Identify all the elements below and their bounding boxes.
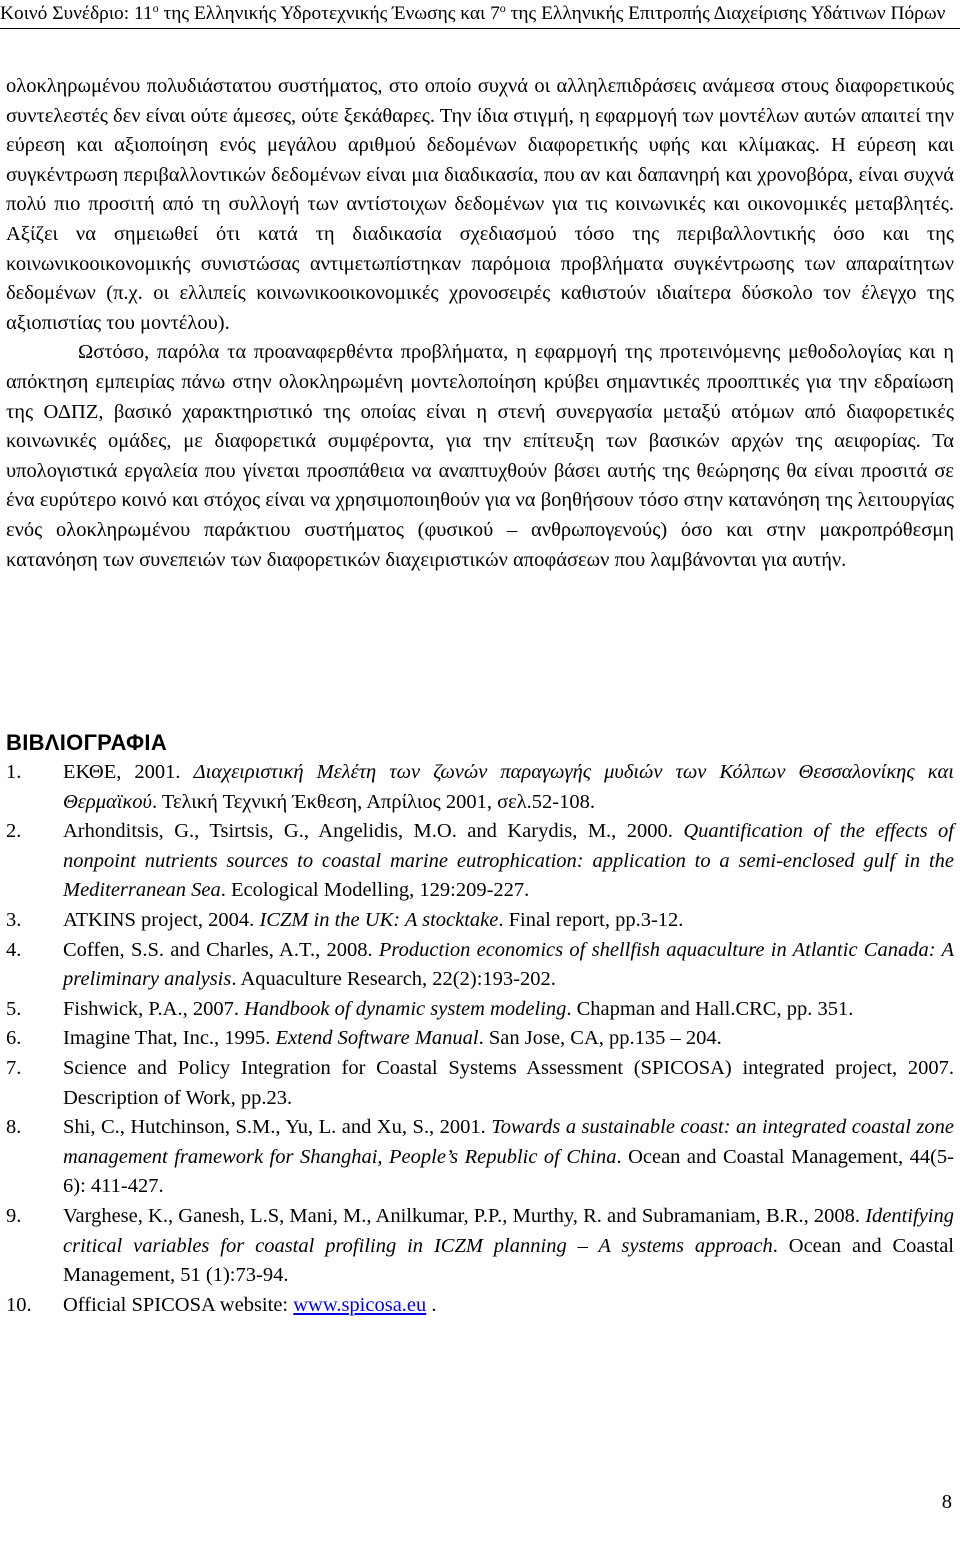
reference-number: 4. [6,938,22,961]
reference-title: Production economics of shellfish aquaculture in Atlantic Canada: A preliminary analysis [63,938,954,991]
body-text [6,72,954,575]
reference-source: . Chapman and Hall.CRC, pp. 351. [566,997,854,1020]
reference-item [6,995,954,1025]
reference-authors: Coffen, S.S. and Charles, A.T., 2008. [63,938,379,961]
header-part-2: της Ελληνικής Υδροτεχνικής Ένωσης και 7 [158,3,500,24]
reference-text: Official SPICOSA website: [63,1293,294,1316]
reference-authors: Science and Policy Integration for Coastal Systems Assessment (SPICOSA) integrated project, 2007. Description of Work, pp.23. [63,1056,954,1109]
bibliography-list [6,758,954,1320]
reference-number: 8. [6,1116,22,1139]
reference-title: Διαχειριστική Μελέτη των ζωνών παραγωγής μυδιών των Κόλπων Θεσσαλονίκης και Θερμαϊκού [63,761,954,813]
reference-item [6,758,954,817]
reference-source: . Τελική Τεχνική Έκθεση, Απρίλιος 2001, σελ.52-108. [151,790,596,813]
reference-authors: ATKINS project, 2004. [63,908,260,931]
bibliography-heading: ΒΙΒΛΙΟΓΡΑΦΙΑ [6,730,168,755]
reference-number: 5. [6,997,22,1020]
spicosa-website-link[interactable]: www.spicosa.eu [293,1293,427,1316]
reference-title: Towards a sustainable coast: an integrated coastal zone management framework for Shanghai, People’s Republic of China [63,1116,954,1168]
reference-number: 9. [6,1204,22,1227]
reference-item [6,1113,954,1202]
reference-item [6,817,954,906]
paragraph-1: ολοκληρωμένου πολυδιάστατου συστήματος, στο οποίο συχνά οι αλληλεπιδράσεις ανάμεσα στους διαφορετικούς συντελεστές δεν είναι ούτε άμεσες, ούτε ξεκάθαρες. Την ίδια στιγμή, η εφαρμογή των μοντέλων αυτών απαιτεί την εύρεση και αξιοποίηση ενός μεγάλου αριθμού δεδομένων διαφορετικής υφής και κλίμακας. Η εύρεση και συγκέντρωση περιβαλλοντικών δεδομένων είναι μια διαδικασία, που αν και δαπανηρή και χρονοβόρα, είναι συχνά πολύ πιο προσιτή από τη συλλογή των αντίστοιχων δεδομένων για τις κοινωνικές και οικονομικές μεταβλητές. Αξίζει να σημειωθεί ότι κατά τη διαδικασία σχεδιασμού τόσο της περιβαλλοντικής όσο και της κοινωνικοοικονομικής συνιστώσας αντιμετωπίστηκαν παρόμοια προβλήματα συγκέντρωσης των απαραίτητων δεδομένων (π.χ. οι ελλιπείς κοινωνικοοικονομικές χρονοσειρές καθιστούν ιδιαίτερα δύσκολο τον έλεγχο της αξιοπιστίας του μοντέλου). [6,75,954,334]
reference-title: Identifying critical variables for coastal profiling in ICZM planning – A systems approach [63,1204,954,1257]
reference-authors: Shi, C., Hutchinson, S.M., Yu, L. and Xu, S., 2001. [63,1116,492,1139]
reference-authors: ΕΚΘΕ, 2001. [63,761,194,783]
paragraph-2: Ωστόσο, παρόλα τα προαναφερθέντα προβλήματα, η εφαρμογή της προτεινόμενης μεθοδολογίας και η απόκτηση εμπειρίας πάνω στην ολοκληρωμένη μοντελοποίηση κρύβει σημαντικές προοπτικές για την εδραίωση της ΟΔΠΖ, βασικό χαρακτηριστικό της οποίας είναι η στενή συνεργασία μεταξύ ατόμων από διαφορετικές κοινωνικές ομάδες, με διαφορετικά συμφέροντα, για την επίτευξη των βασικών αρχών της αειφορίας. Τα υπολογιστικά εργαλεία που γίνεται προσπάθεια να αναπτυχθούν βάσει αυτής της θεώρησης θα είναι προσιτά σε ένα ευρύτερο κοινό και στόχος είναι να χρησιμοποιηθούν για να βοηθήσουν τόσο στην κατανόηση της λειτουργίας ενός ολοκληρωμένου παράκτιου συστήματος (φυσικού – ανθρωπογενούς) όσο και στην μακροπρόθεσμη κατανόηση των συνεπειών των διαφορετικών διαχειριστικών αποφάσεων που λαμβάνονται για αυτήν. [6,341,954,571]
reference-authors: Fishwick, P.A., 2007. [63,997,245,1020]
header-superscript-1: ο [152,1,159,15]
reference-authors: Imagine That, Inc., 1995. [63,1027,276,1050]
header-part-1: Κοινό Συνέδριο: 11 [0,3,153,24]
reference-title: ICZM in the UK: A stocktake [259,908,499,931]
reference-authors: Varghese, K., Ganesh, L.S, Mani, M., Anilkumar, P.P., Murthy, R. and Subramaniam, B.R., 2008. [63,1204,866,1227]
header-superscript-2: ο [499,1,506,15]
reference-number: 2. [6,820,22,843]
reference-source: . Ocean and Coastal Management, 51 (1):73-94. [63,1234,954,1287]
reference-item [6,1054,954,1113]
reference-source: . Aquaculture Research, 22(2):193-202. [231,968,556,991]
reference-source: . Ocean and Coastal Management, 44(5-6): 411-427. [63,1145,954,1198]
reference-authors: Arhonditsis, G., Tsirtsis, G., Angelidis, M.O. and Karydis, M., 2000. [63,820,684,843]
reference-number: 7. [6,1056,22,1079]
reference-item [6,1024,954,1054]
reference-source: . San Jose, CA, pp.135 – 204. [478,1027,722,1050]
reference-number: 10. [6,1293,32,1316]
reference-item [6,1291,954,1321]
reference-item [6,906,954,936]
reference-number: 6. [6,1027,22,1050]
reference-item [6,936,954,995]
reference-item [6,1202,954,1291]
running-header [0,2,960,29]
reference-title: Extend Software Manual [275,1027,479,1050]
reference-number: 1. [6,761,22,783]
header-part-3: της Ελληνικής Επιτροπής Διαχείρισης Υδάτινων Πόρων [505,3,946,24]
reference-source: . Ecological Modelling, 129:209-227. [220,879,530,902]
page-number: 8 [941,1491,952,1513]
reference-title: Handbook of dynamic system modeling [244,997,567,1020]
reference-tail: . [426,1293,437,1316]
reference-number: 3. [6,908,22,931]
reference-title: Quantification of the effects of nonpoint nutrients sources to coastal marine eutrophication: application to a semi-enclosed gulf in the Mediterranean Sea [63,820,955,902]
reference-source: . Final report, pp.3-12. [498,908,684,931]
